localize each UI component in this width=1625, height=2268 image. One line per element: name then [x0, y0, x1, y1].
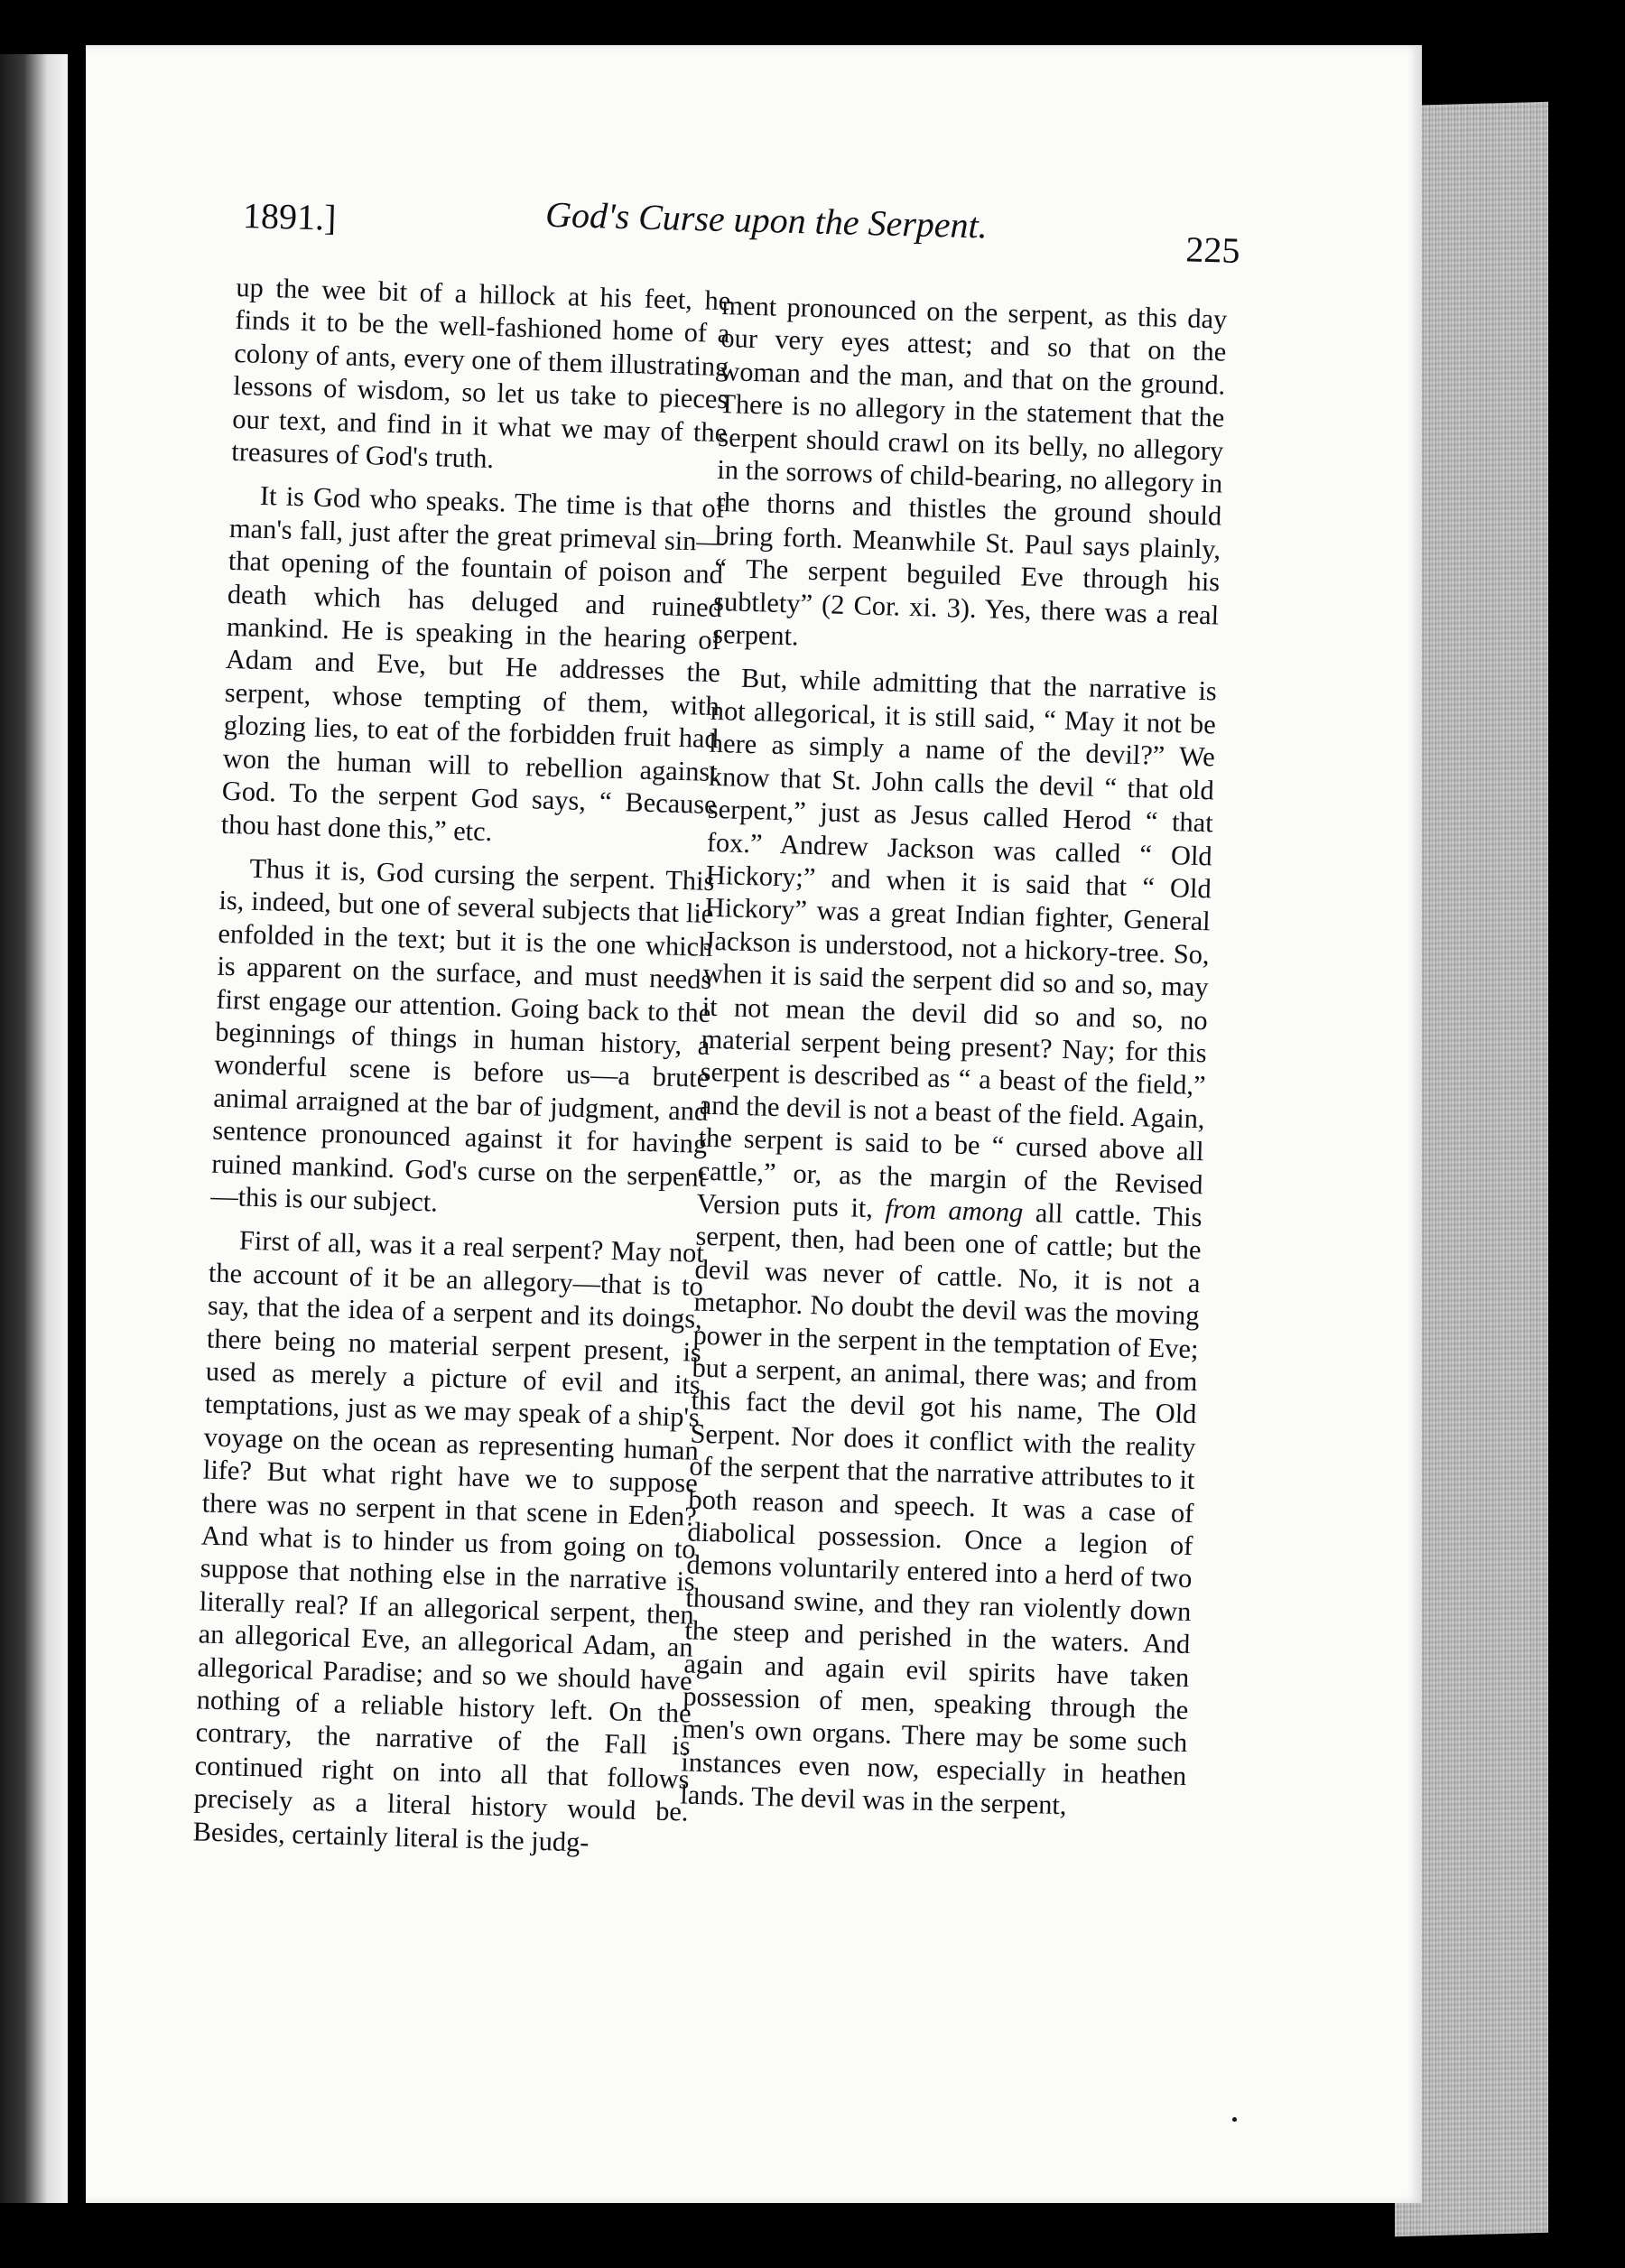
paragraph: First of all, was it a real serpent? May not the account of it be an allegory—that is to say, that the idea of a serpent and its doings, there being no material serpent present, is used as merely a picture of evil and its temptations, just as we may speak of a ship's voyage on the ocean as representing human life? But what right have we to suppose there was no serpent in that scene in Eden? And what is to hinder us from going on to suppose that nothing else in the narrative is literally real? If an allegorical serpent, then an allegorical Eve, an allegorical Adam, an allegorical Paradise; and so we should have nothing of a reliable history left. On the contrary, the narrative of the Fall is continued right on into all that follows precisely as a literal history would be. Besides, certainly literal is the judg-	[192, 1224, 705, 1858]
scan-speck	[1232, 2117, 1237, 2122]
left-column	[192, 271, 731, 1862]
paragraph: Thus it is, God cursing the serpent. This is, indeed, but one of several subjects that lie enfolded in the text; but it is the one which is apparent on the surface, and must needs first engage our attention. Going back to the beginnings of things in human history, a wonderful scene is before us—a brute animal arraigned at the bar of judgment, and sentence pronounced against it for having ruined mankind. God's curse on the serpent—this is our subject.	[209, 852, 715, 1218]
paragraph-text: But, while admitting that the narrative is not allegorical, it is still said, “ May it not be here as simply a name of the devil?” We know that St. John calls the devil “ that old serpent,” just as Jesus called Herod “ that fox.” Andrew Jackson was called “ Old Hickory;” and when it is said that “ Old Hickory” was a great Indian fighter, General Jackson is understood, not a hickory-tree. So, when it is said the serpent did so and so, may it not mean the devil did so and so, no material serpent being present? Nay; for this serpent is described as “ a beast of the field,” and the devil is not a beast of the field. Again, the serpent is said to be “ cursed above all cattle,” or, as the margin of the Revised Version puts it,	[696, 663, 1218, 1224]
right-column	[680, 289, 1228, 1826]
paragraph: up the wee bit of a hillock at his feet, he finds it to be the well-fashioned home of a colony of ants, every one of them illustrating lessons of wisdom, so let us take to pieces our text, and find in it what we may of the treasures of God's truth.	[230, 271, 731, 475]
header-year: 1891.]	[242, 194, 338, 238]
header-title: God's Curse upon the Serpent.	[544, 193, 989, 246]
left-page-edge	[0, 54, 68, 2203]
paragraph-text: all cattle. This serpent, then, had been one of cattle; but the devil was never of cattle. No, it is not a metaphor. No doubt the devil was the moving power in the serpent in the temptation of Eve; but a serpent, an animal, there was; and from this fact the devil got his name, The Old Serpent. Nor does it conflict with the reality of the serpent that the narrative attributes to it both reason and speech. It was a case of diabolical possession. Once a legion of demons voluntarily entered into a herd of two thousand swine, and they ran violently down the steep and perished in the waters. And again and again evil spirits have taken possession of men, speaking through the men's own organs. There may be some such instances even now, especially in heathen lands. The devil was in the serpent,	[679, 1197, 1202, 1821]
paragraph: ment pronounced on the serpent, as this day our very eyes attest; and so that on the woman and the man, and that on the ground. There is no allegory in the statement that the serpent should crawl on its belly, no allegory in the sorrows of child-bearing, no allegory in the thorns and thistles the ground should bring forth. Meanwhile St. Paul says plainly, “ The serpent beguiled Eve through his subtlety” (2 Cor. xi. 3). Yes, there was a real serpent.	[711, 289, 1228, 652]
page-number: 225	[1184, 228, 1241, 271]
italic-phrase: from among	[885, 1193, 1024, 1228]
paragraph	[680, 661, 1217, 1825]
paragraph: It is God who speaks. The time is that of man's fall, just after the great primeval sin—that opening of the fountain of poison and death which has deluged and ruined mankind. He is speaking in the hearing of Adam and Eve, but He addresses the serpent, whose tempting of them, with glozing lies, to eat of the forbidden fruit had won the human will to rebellion against God. To the serpent God says, “ Because thou hast done this,” etc.	[220, 480, 726, 847]
